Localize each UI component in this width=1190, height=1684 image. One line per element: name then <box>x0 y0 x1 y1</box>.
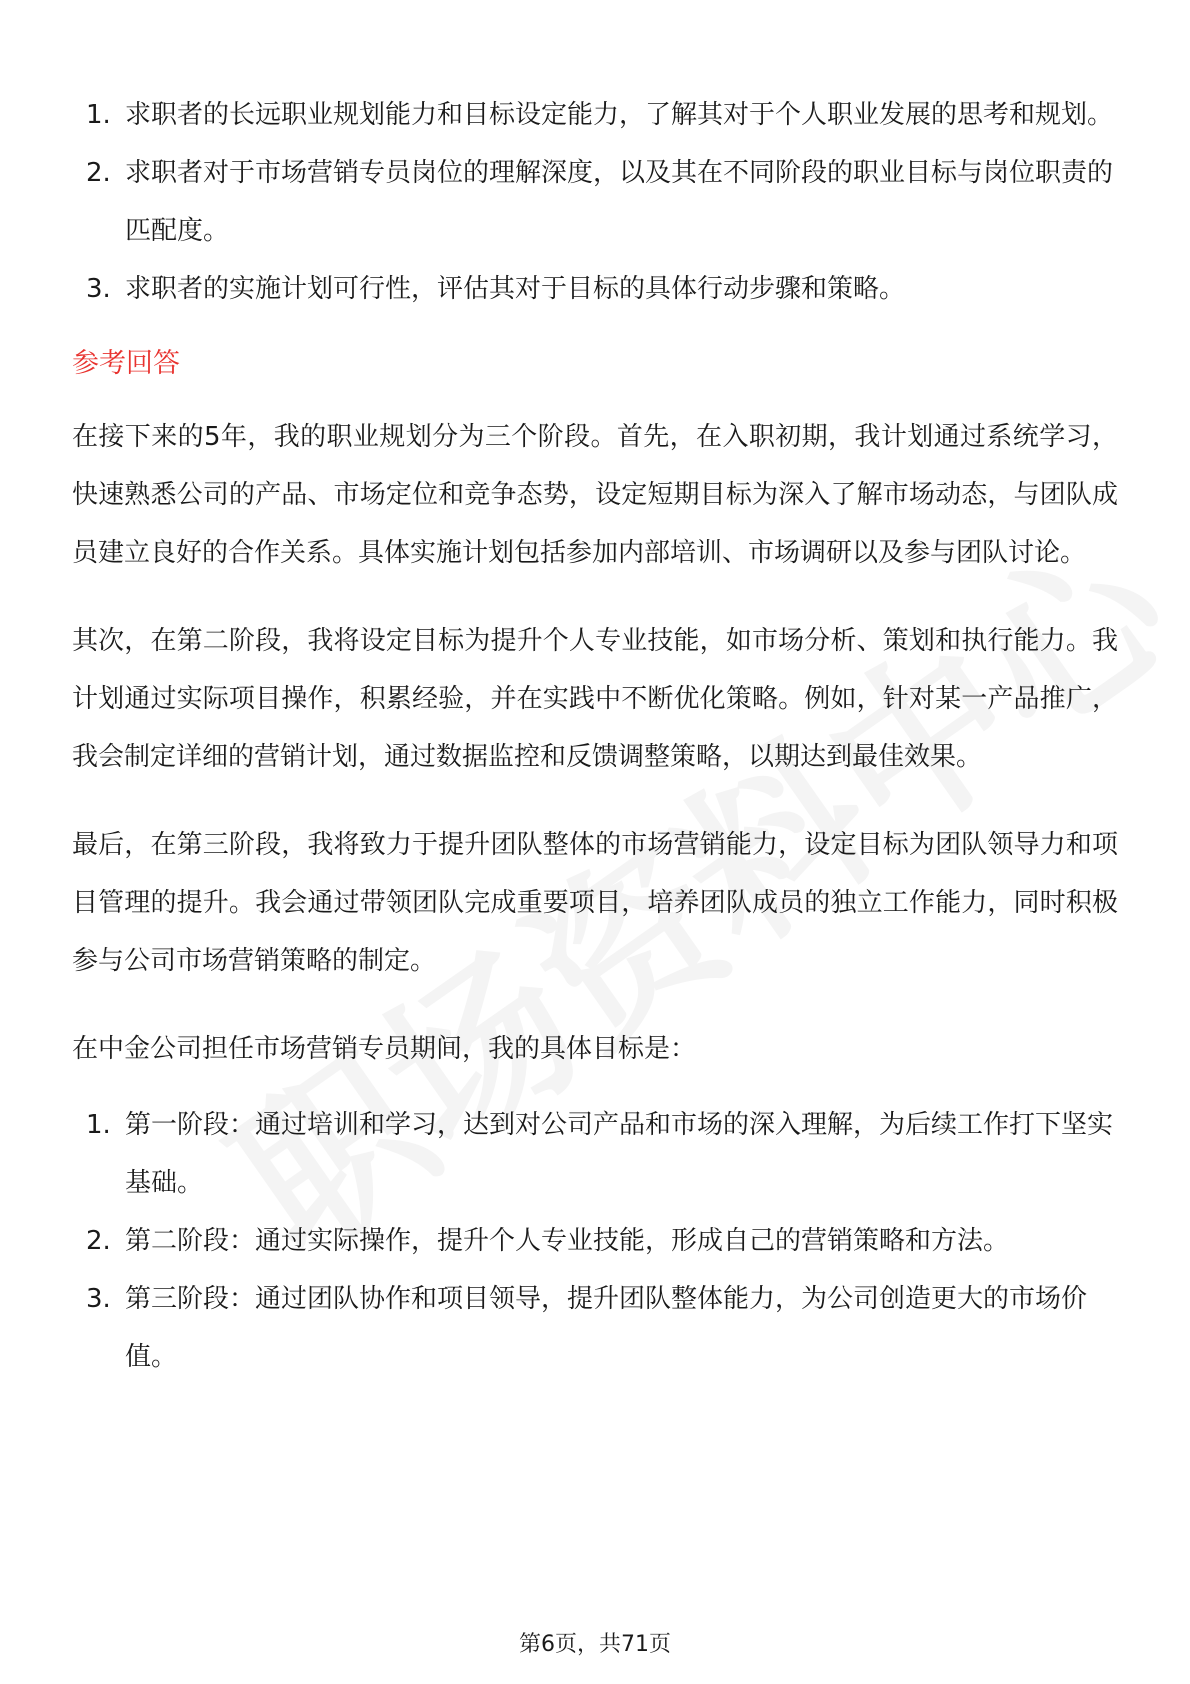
list-number: 3. <box>86 1284 111 1314</box>
list-item <box>72 86 1118 144</box>
page-number-footer: 第6页，共71页 <box>519 1632 671 1657</box>
list-item-text: 求职者的长远职业规划能力和目标设定能力，了解其对于个人职业发展的思考和规划。 <box>125 100 1114 130</box>
page-content <box>72 86 1118 1386</box>
list-number: 1. <box>86 100 111 130</box>
goals-intro: 在中金公司担任市场营销专员期间，我的具体目标是： <box>72 1034 697 1064</box>
list-item-text: 求职者对于市场营销专员岗位的理解深度，以及其在不同阶段的职业目标与岗位职责的匹配度。 <box>125 158 1114 246</box>
list-item <box>72 260 1118 318</box>
list-item <box>72 1212 1118 1270</box>
list-item-text: 第二阶段：通过实际操作，提升个人专业技能，形成自己的营销策略和方法。 <box>125 1226 1010 1256</box>
assessment-list <box>72 86 1118 318</box>
list-item <box>72 1270 1118 1386</box>
list-number: 2. <box>86 158 111 188</box>
list-item-text: 第三阶段：通过团队协作和项目领导，提升团队整体能力，为公司创造更大的市场价值。 <box>125 1284 1088 1372</box>
list-number: 3. <box>86 274 111 304</box>
list-number: 2. <box>86 1226 111 1256</box>
list-item-text: 求职者的实施计划可行性，评估其对于目标的具体行动步骤和策略。 <box>125 274 906 304</box>
list-item-text: 第一阶段：通过培训和学习，达到对公司产品和市场的深入理解，为后续工作打下坚实基础。 <box>125 1110 1114 1198</box>
answer-paragraph: 其次，在第二阶段，我将设定目标为提升个人专业技能，如市场分析、策划和执行能力。我计划通过实际项目操作，积累经验，并在实践中不断优化策略。例如，针对某一产品推广，我会制定详细的营销计划，通过数据监控和反馈调整策略，以期达到最佳效果。 <box>72 626 1118 772</box>
list-item <box>72 1096 1118 1212</box>
reference-answer-heading: 参考回答 <box>72 348 180 379</box>
list-item <box>72 144 1118 260</box>
answer-paragraph: 在接下来的5年，我的职业规划分为三个阶段。首先，在入职初期，我计划通过系统学习，快速熟悉公司的产品、市场定位和竞争态势，设定短期目标为深入了解市场动态，与团队成员建立良好的合作关系。具体实施计划包括参加内部培训、市场调研以及参与团队讨论。 <box>72 422 1118 568</box>
list-number: 1. <box>86 1110 111 1140</box>
answer-paragraph: 最后，在第三阶段，我将致力于提升团队整体的市场营销能力，设定目标为团队领导力和项目管理的提升。我会通过带领团队完成重要项目，培养团队成员的独立工作能力，同时积极参与公司市场营销策略的制定。 <box>72 830 1118 976</box>
goals-list <box>72 1096 1118 1386</box>
